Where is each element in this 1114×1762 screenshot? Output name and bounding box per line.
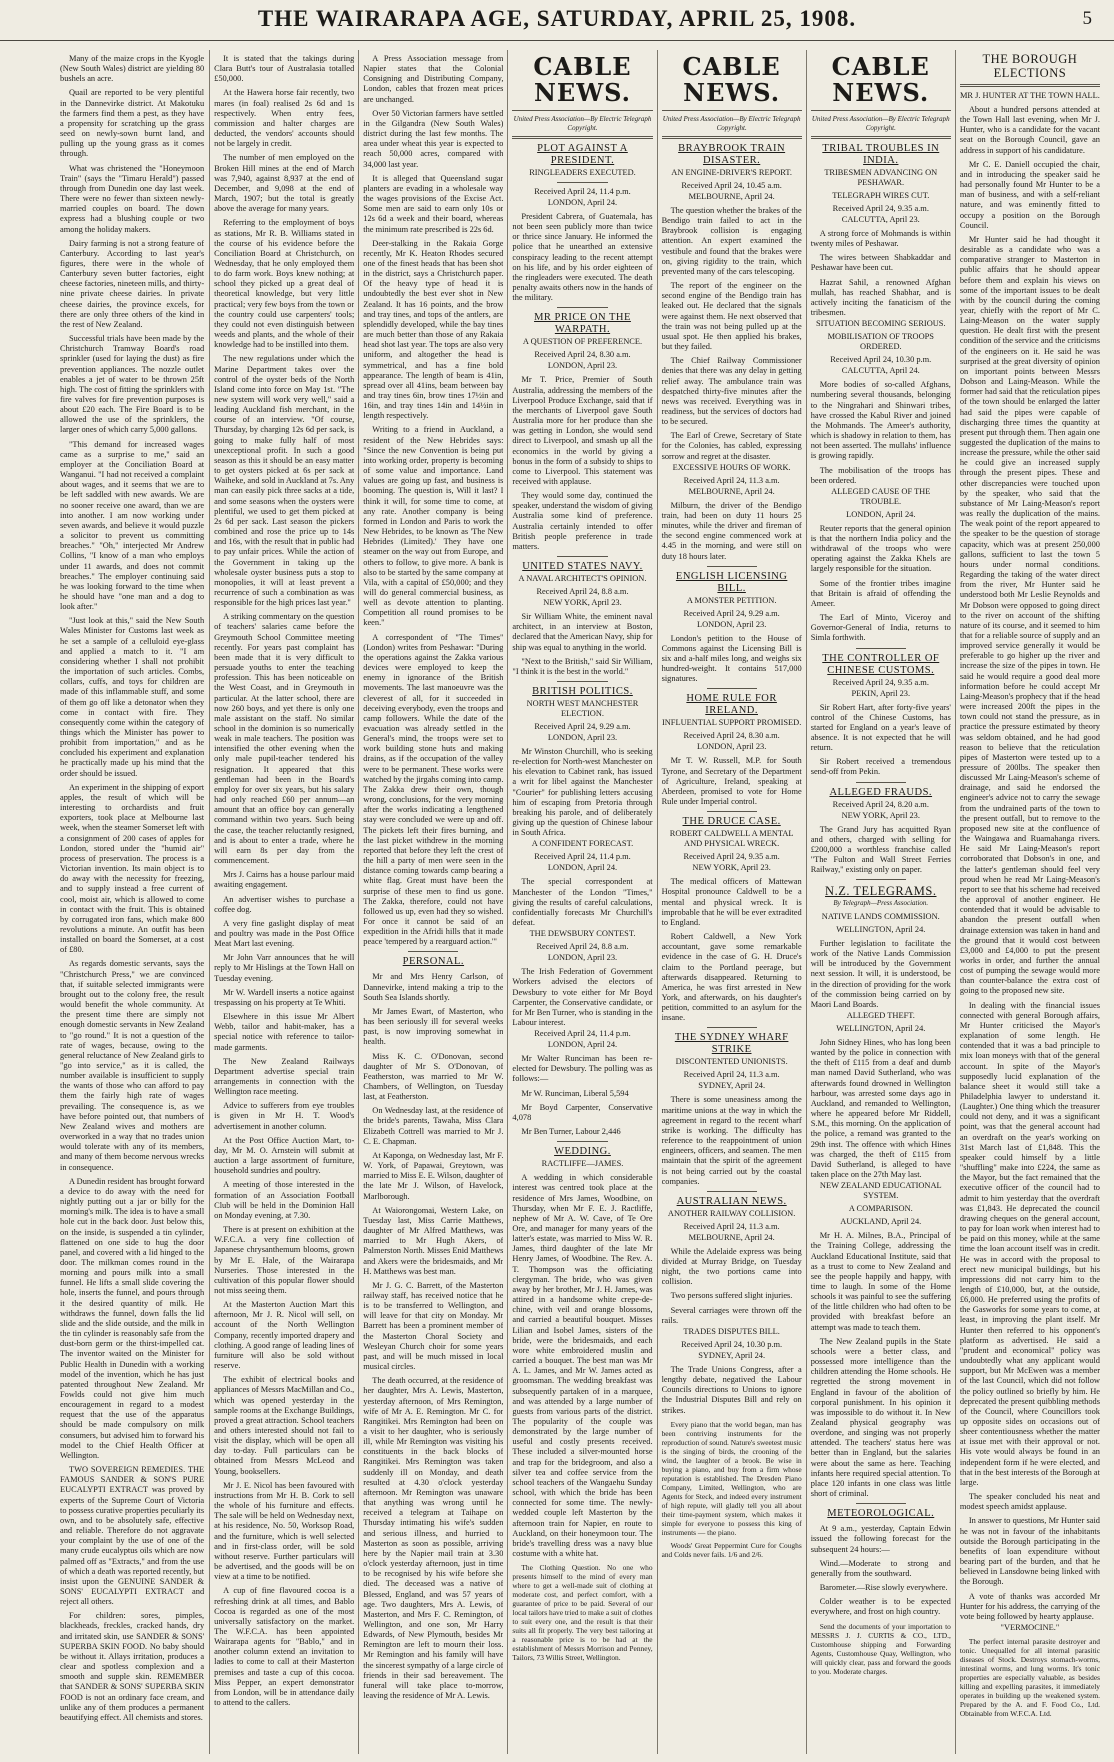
paragraph: Sir Robert received a tremendous send-off from Pekin. xyxy=(810,757,951,777)
section-heading: MR PRICE ON THE WARPATH. xyxy=(534,312,631,336)
dateline: Received April 24, 11.3 a.m. xyxy=(683,475,780,485)
column-2 xyxy=(209,50,354,1754)
paragraph: In answer to questions, Mr Hunter said he was not in favour of the inhabitants outside the Borough participating in the benefits of loan expenditure without bearing part of the burden, and that he believed in Lansdowne being linked with the Borough. xyxy=(959,1516,1100,1587)
paragraph: The new regulations under which the Marine Department takes over the control of the oyster beds of the North Island come into force on May 1st. "The new system will work very well," said a leading Auckland fish merchant, in the course of an interview. "Of course, Thursday, by charging 12s 6d per sack, is going to make fully half of most unexceptional profit. In such a good season as this it should be an easy matter to get oysters picked at 6s per sack at Waiheke, and sold in Auckland at 7s. Any man can easily pick three sacks at a tide, and some seasons when the oysters were plentiful, we used to get them picked at 2s 6d per sack. Last season the pickers combined and rose the price up to 14s and 16s, with the result that in public had to pay unfair prices. While the action of the Government in taking up the wholesale oyster business puts a stop to monopolies, it will at least prevent a recurrence of such a combination as was responsible for the high prices last year." xyxy=(214,354,355,608)
paragraph: Sir William White, the eminent naval architect, in an interview at Boston, declared that the American Navy, ship for ship was equal to anything in the world. xyxy=(512,612,653,652)
paragraph: The medical officers of Mattewan Hospital pronounce Caldwell to be a mental and physical wreck. It is improbable that he will be ever extradited to England. xyxy=(661,877,802,927)
subheading: ROBERT CALDWELL A MENTAL AND PHYSICAL WRECK. xyxy=(669,829,794,849)
dateline: SYDNEY, April 24. xyxy=(698,1081,766,1091)
paragraph: The New Zealand Railways Department advertise special train arrangements in connection with the Wellington race meeting. xyxy=(214,1056,355,1097)
dateline: Received April 24, 8.30 a.m. xyxy=(683,731,780,741)
rule xyxy=(557,182,607,183)
rule xyxy=(960,84,1100,87)
subheading: ANOTHER RAILWAY COLLISION. xyxy=(667,1208,796,1218)
paragraph: More bodies of so-called Afghans, numbering several thousands, belonging to the Ningrahari and Shinwari tribes, have crossed the Kabul River and joined the Mohmands. The Ameer's authority, which is shadowy in relation to them, has not been asserted. The mullahs' influence is growing rapidly. xyxy=(810,380,951,461)
paragraph: Reuter reports that the general opinion is that the northern India policy and the withdrawal of the troops who were operating against the Zakka Khels are largely responsible for the situation. xyxy=(810,523,951,574)
copyright-credit: United Press Association—By Electric Telegraph Copyright. xyxy=(513,115,652,132)
dateline: PEKIN, April 23. xyxy=(851,688,911,698)
paragraph: Mr T. Price, Premier of South Australia, addressing the members of the Liverpool Produce Exchange, said that if the merchants of Liverpool gave South Australia more for her produce than she was getting in London, she would send direct to Liverpool, and smash up all the economics in the world by giving a bonus in the form of a subsidy to ships to come to Liverpool. This statement was received with applause. xyxy=(512,375,653,486)
subheading: A NAVAL ARCHITECT'S OPINION. xyxy=(518,574,647,584)
subheading: TRADES DISPUTES BILL. xyxy=(683,1326,780,1336)
paragraph: Robert Caldwell, a New York accountant, gave some remarkable evidence in the case of G. H. Druce's claim to the Portland peerage, but afterwards disappeared. Returning to America, he was first arrested in New York, and afterwards, on his daughter's petition, committed to an asylum for the insane. xyxy=(661,932,802,1023)
paragraph: Wind.—Moderate to strong and generally from the southward. xyxy=(810,1558,951,1578)
subheading: A COMPARISON. xyxy=(848,1204,913,1214)
dateline: Received April 24, 10.30 p.m. xyxy=(830,355,932,365)
subheading: ALLEGED CAUSE OF THE TROUBLE. xyxy=(831,486,931,506)
section-heading: WEDDING. xyxy=(554,1146,611,1158)
paragraph: At the Hawera horse fair recently, two mares (in foal) realised 2s 6d and 1s respectively. When entry fees, commission and halter charges are deducted, the vendors' accounts should not be largely in credit. xyxy=(214,88,355,149)
advertisement: Woods' Great Peppermint Cure for Coughs and Colds never fails. 1/6 and 2/6. xyxy=(661,1540,802,1559)
paragraph: The wires between Shabkaddar and Peshawar have been cut. xyxy=(810,253,951,273)
subheading: ALLEGED THEFT. xyxy=(846,1011,915,1020)
cable-news-heading: CABLE NEWS. xyxy=(831,52,930,107)
subheading: RINGLEADERS EXECUTED. xyxy=(529,168,636,177)
rule xyxy=(811,136,951,139)
paragraph: Mr J. G. C. Barrett, of the Masterton railway staff, has received notice that he is to be transferred to Wellington, and will leave for that city on Monday. Mr Barrett has been a prominent member of the Masterton Choral Society and Wesleyan Church choir for some years past, and will be much missed in local musical circles. xyxy=(363,1280,504,1372)
dateline: MELBOURNE, April 24. xyxy=(688,1232,775,1242)
paragraph: A correspondent of "The Times" (London) writes from Peshawar: "During the operations against the Zakka various devices were employed to keep the enemy in ignorance of the British movements. The last manoeuvre was the cleverest of all, for it succeeded in deceiving everybody, even the troops and camp followers. While the date of the evacuation was already settled in the General's mind, the troops were set to work building stone huts and making drains, as if the occupation of the valley were to be permanent. These works were watched by the jirgahs coming into camp. The Zakka drew their own, though wrong, conclusions, for the very morning after the works indicating a lengthened stay were concluded we were up and off. The pickets left their fires burning, and the last picket withdrew in the morning reported that before they left the crest of the hill a party of men were seen in the distance coming towards camp bearing a white flag. Great must have been the surprise of these men to find us gone. The Zakka, therefore, could not have followed us up, even had they so wished. For once it cannot be said of an expedition in the Afridi hills that it made peace 'tempered by a rearguard action.'" xyxy=(363,632,504,947)
paragraph: In dealing with the financial issues connected with general Borough affairs, Mr Hunter criticised the Mayor's explanation of some length. He contended that it was a bad principle to mix loan moneys with that of the general account. In spite of the Mayor's supposedly lucid explanation of the balance sheet it would still take a Philadelphia lawyer to understand it. (Laughter.) One thing which the treasurer could not deny, and it was a significant point, was that the general account had an overdraft on the year's working on 31st March last of £1,848. This the speaker could himself by a little "shuffling" make into £224, the same as the Mayor, but the fact remained that the executive officer of the council had to admit to him yesterday that the overdraft was £1,843. He deprecated the council drawing cheques on the general account, to pay for loan work when interest had to be paid on this money, while at the same time the loan account itself was in credit. He was in accord with the proposal to erect new municipal buildings, but his impressions did not carry him to the length of £10,000, but, at the outside, £6,000. He preferred using the profits of the Gasworks for some years to come, at least, in improving the plant itself. Mr Hunter then referred to his opponent's platform as advertised. He said a "prudent and economical" policy was undoubtedly what any applicant would support, but Mr McEwen was a member of the last Council, which did not follow the policy outlined so briefly by him. He deprecated the present quibbling methods of the Council, where Councillors took up opposite sides on occasions out of sheer contentiousness whether the matter at issue met with their approval or not. His vote would always be found in an independent form if he were elected, and that in the best interests of the Borough at large. xyxy=(959,1000,1100,1487)
paragraph: On Wednesday last, at the residence of the bride's parents, Tawaha, Miss Clara Elizabeth Cottrell was married to Mr J. C. E. Chapman. xyxy=(363,1106,504,1146)
paragraph: There is at present on exhibition at the W.F.C.A. a very fine collection of Japanese chrysanthemum blooms, grown by Mr E. Hale, of the Wairarapa Nurseries. Those interested in the cultivation of this popular flower should not miss seeing them. xyxy=(214,1225,355,1295)
rule xyxy=(707,566,757,567)
paragraph: Mrs J. Cairns has a house parlour maid awaiting engagement. xyxy=(214,870,355,890)
paragraph: As regards domestic servants, says the "Christchurch Press," we are convinced that, if suitable selected immigrants were brought out to the colony free, the result would benefit the whole community. At the present time there are simply not enough domestic servants in New Zealand to "go round." It is not a question of the rate of wages, because, owing to the general reluctance of New Zealand girls to "go into service," as it is called, the number available is insufficient to supply the wants of those who can afford to pay them the fairly high rate of wages prevailing. The consequence is, as we have before pointed out, that numbers of New Zealand wives and mothers are overworked in a way that no trades union would tolerate with any of its members, and many of them become nervous wrecks in consequence. xyxy=(60,959,205,1172)
dateline: LONDON, April 24. xyxy=(547,198,618,207)
dateline: Received April 24, 11.4 p.m. xyxy=(534,852,631,862)
paragraph: For children: sores, pimples, blackheads, freckles, cracked hands, dry and irritated skin, use SANDER & SONS' SUPERBA SKIN FOOD. No baby should be without it. Allays irritation, produces a clear and spotless complexion and a smooth and supple skin. REMEMBER that SANDER & SONS' SUPERBA SKIN FOOD is not an ordinary face cream, and unlike any of them produces a permanent beautifying effect. All chemists and stores. xyxy=(60,1611,205,1722)
dateline: LONDON, April 24. xyxy=(846,509,916,519)
dateline: Received April 24, 9.35 a.m. xyxy=(683,852,780,862)
rule xyxy=(662,136,802,139)
paragraph: Miss K. C. O'Donovan, second daughter of Mr S. O'Donovan, of Featherston, was married to Mr W. Chambers, of Wellington, on Tuesday last, at Featherston. xyxy=(363,1051,504,1102)
dateline: LONDON, April 23. xyxy=(547,953,618,963)
paragraph: The report of the engineer on the second engine of the Bendigo train has leaked out. He declared that the signals were against them. He next observed that the train was not being pulled up at the usual spot. He then applied his brakes, but they failed. xyxy=(661,281,802,352)
dateline: Received April 24, 9.29 a.m. xyxy=(534,722,631,731)
paragraph: President Cabrera, of Guatemala, has not been seen publicly more than twice or thrice since January. He informed the police that he unearthed an extensive conspiracy leading to the recent attempt on his life, and by his order eighteen of the ringleaders were executed. The death penalty awaits others now in the hands of the military. xyxy=(512,212,653,303)
paragraph: TWO SOVEREIGN REMEDIES. THE FAMOUS SANDER & SON'S PURE EUCALYPTI EXTRACT was proved by experts of the Supreme Court of Victoria to possess curative properties peculiarly its own, and to be absolutely safe, effective and reliable. Therefore do not aggravate your complaint by the use of one of the many crude eucalyptus oils which are now palmed off as "Extracts," and from the use of which a death was reported recently, but insist upon the GENUINE SANDER & SONS' EUCALYPTI EXTRACT and reject all others. xyxy=(60,1465,205,1607)
column-7 xyxy=(955,50,1100,1754)
paragraph: Mr Walter Runciman has been re-elected for Dewsbury. The polling was as follows:— xyxy=(512,1054,653,1084)
paragraph: The Grand Jury has acquitted Ryan and others, charged with selling for £200,000 a worthless franchise called "The Fulton and Wall Street Ferries Railway," existing only on paper. xyxy=(810,824,951,875)
dateline: AUCKLAND, April 24. xyxy=(840,1217,922,1227)
paragraph: The exhibit of electrical books and appliances of Messrs MacMillan and Co., which was opened yesterday in the sample rooms at the Exchange Buildings, proved a great attraction. School teachers and others interested should not fail to visit the display, which will be open all day to-day. Full particulars can be obtained from Messrs McLeod and Young, booksellers. xyxy=(214,1375,355,1476)
copyright-credit: United Press Association—By Electric Telegraph Copyright. xyxy=(662,115,801,132)
section-heading: BRITISH POLITICS. xyxy=(532,686,633,697)
paragraph: Mr W. Wardell inserts a notice against trespassing on his property at Te Whiti. xyxy=(214,987,355,1007)
subheading: SITUATION BECOMING SERIOUS. xyxy=(815,319,946,329)
subheading: NATIVE LANDS COMMISSION. xyxy=(821,911,940,921)
dateline: WELLINGTON, April 24. xyxy=(836,924,926,934)
column-5 xyxy=(657,50,802,1754)
subheading: TELEGRAPH WIRES CUT. xyxy=(832,191,930,200)
subheading: AN ENGINE-DRIVER'S REPORT. xyxy=(671,168,792,177)
paragraph: It is alleged that Queensland sugar planters are evading in a wholesale way the wages provisions of the Excise Act. Some men are said to earn only 10s or 12s 6d a week and their board, whereas the minimum rate prescribed is 22s 6d. xyxy=(363,173,504,234)
dateline: Received April 24, 8.30 a.m. xyxy=(534,350,631,360)
subheading: MOBILISATION OF TROOPS ORDERED. xyxy=(827,332,934,352)
paragraph: At Kaponga, on Wednesday last, Mr F. W. York, of Papawai, Greytown, was married to Miss E. E. Wilson, daughter of the late Mr J. Wilson, of Havelock, Marlborough. xyxy=(363,1150,504,1201)
paragraph: Mr Ben Turner, Labour 2,446 xyxy=(521,1127,621,1137)
rule xyxy=(557,681,607,682)
section-heading: BRAYBROOK TRAIN DISASTER. xyxy=(678,143,786,166)
columns-container xyxy=(60,50,1104,1754)
rule xyxy=(707,811,757,812)
dateline: MELBOURNE, April 24. xyxy=(688,192,775,201)
paragraph: The Chief Railway Commissioner denies that there was any delay in getting relief away. The ambulance train was despatched thirty-five minutes after the news was received. Everything was in readiness, but the services of doctors had to be secured. xyxy=(661,356,802,427)
dateline: LONDON, April 24. xyxy=(547,1040,618,1050)
paragraph: A strong force of Mohmands is within twenty miles of Peshawar. xyxy=(810,229,951,249)
rule xyxy=(856,1503,906,1504)
paragraph: Milburn, the driver of the Bendigo train, had been on duty 11 hours 25 minutes, while the driver and fireman of the second engine commenced work at 4.45 in the morning, and were still on duty 18 hours later. xyxy=(661,500,802,561)
paragraph: Some of the frontier tribes imagine that Britain is afraid of offending the Ameer. xyxy=(810,578,951,608)
rule xyxy=(512,136,652,139)
dateline: CALCUTTA, April 24. xyxy=(841,366,920,376)
paragraph: The Irish Federation of Government Workers advised the electors of Dewsbury to vote either for Mr Boyd Carpenter, the Conservative candidate, or for Mr Ben Turner, who is standing in the Labour interest. xyxy=(512,967,653,1027)
rule xyxy=(707,1191,757,1192)
section-heading: THE BOROUGH ELECTIONS xyxy=(982,52,1078,80)
dateline: NEW YORK, April 23. xyxy=(543,598,622,608)
rule xyxy=(707,688,757,689)
advertisement: The Clothing Question. No one who presents himself to the mind of every man where to get a well-made suit of clothing at moderate cost, and perfect comfort, with a guarantee of price to be paid. Several of our local tailors have tried to make a suit of clothes to suit every one, and the result is that their suits all fit properly. The very best tailoring at a reasonable price is to be had at the establishment of Messrs Morrison and Penney, Tailors, 73 Willis Street, Wellington. xyxy=(512,1563,653,1663)
subheading: EXCESSIVE HOURS OF WORK. xyxy=(672,462,791,472)
section-heading: UNITED STATES NAVY. xyxy=(522,561,643,573)
paragraph: Writing to a friend in Auckland, a resident of the New Hebrides says: "Since the new Convention is being put into working order, property is becoming of some value and importance. Land values are going up fast, and business is booming. The question is, Will it last? I think it will, for some time to come, at any rate. Another company is being formed in London and Paris to work the New Hebrides, to be known as 'The New Hebrides (Limited).' They have one steamer on the way out from Europe, and others to follow, to give more. A bank is also to be started by the same company at Vila, with a capital of £50,000; and they will do general commercial business, as well as devote attention to planting. Competition all round promises to be keen." xyxy=(363,425,504,628)
dateline: Received April 24, 8.8 a.m. xyxy=(536,942,629,952)
paragraph: Advice to sufferers from eye troubles is given in Mr H. T. Wood's advertisement in another column. xyxy=(214,1101,355,1131)
section-heading: N.Z. TELEGRAMS. xyxy=(825,884,937,899)
dateline: LONDON, April 24. xyxy=(547,863,618,873)
dateline: Received April 24, 9.35 a.m. xyxy=(832,204,929,213)
paragraph: Mr J. E. Nicol has been favoured with instructions from Mr H. B. Cork to sell the whole of his furniture and effects. The sale will be held on Wednesday next, at his residence, No. 50, Worksop Road, and the furniture, which is well selected and in first-class order, will be sold without reserve. Further particulars will be advertised, and the goods will be on view at a time to be notified. xyxy=(214,1480,355,1582)
dateline: Received April 24, 10.30 p.m. xyxy=(681,1339,783,1349)
subheading: "VERMOCINE." xyxy=(1000,1622,1060,1632)
paragraph: What was christened the "Honeymoon Train" (says the "Timaru Herald") passed through from Dunedin one day last week. There were no fewer than sixteen newly-married couples on board. The down express had a blushing couple or two among the holiday makers. xyxy=(60,163,205,234)
dateline: LONDON, April 23. xyxy=(547,361,618,371)
subheading: THE DEWSBURY CONTEST. xyxy=(529,929,636,939)
page-number: 5 xyxy=(1082,8,1092,29)
rule xyxy=(856,879,906,880)
paragraph: Mr Boyd Carpenter, Conservative 4,078 xyxy=(512,1102,653,1122)
paragraph: They would some day, continued the speaker, understand the wisdom of giving Australia some kind of preference. Australia certainly intended to offer British people preference in trade matters. xyxy=(512,491,653,551)
section-heading: PLOT AGAINST A PRESIDENT. xyxy=(537,143,628,166)
paragraph: Mr Winston Churchill, who is seeking re-election for North-west Manchester on his elevation to Cabinet rank, has issued a writ for libel against the Manchester "Courier" for publishing letters accusing him of escaping from Pretoria through breaking his parole, and of deliberately giving up the question of Chinese labour in South Africa. xyxy=(512,747,653,838)
paragraph: At 9 a.m., yesterday, Captain Edwin issued the following forecast for the subsequent 24 hours:— xyxy=(810,1524,951,1554)
paragraph: Successful trials have been made by the Christchurch Tramway Board's road sprinkler (used for laying the dust) as fire prevention appliances. The nozzle outlet enables a jet of water to be thrown 25ft high. The cost of fitting the sprinklers with fire valves for fire prevention purposes is about £20 each. The Fire Board is to be allowed the use of the sprinklers, the larger ones of which carry 5,000 gallons. xyxy=(60,334,205,435)
paragraph: Two persons suffered slight injuries. xyxy=(670,1291,793,1301)
paragraph: The mobilisation of the troops has been ordered. xyxy=(810,465,951,485)
paragraph: A striking commentary on the question of teachers' salaries came before the Greymouth School Committee meeting recently. For years past complaint has been made that it is very difficult to persuade youths to enter the teaching profession. This has been noticeable on the West Coast, and in Greymouth in particular. At the latter school, there are now 260 boys, and yet there is only one male assistant on the staff. No similar school in the dominion is so numerically weak in male teachers. The position was intensified the other evening when the only male pupil-teacher tendered his resignation. It appeared that this gentleman had been in the Board's employ for over six years, but his salary had only reached £60 per annum—an amount that an office boy can generally command within two years. Such being the case, the teacher reluctantly resigned, and is about to enter a trade, where he will earn 8s per day from the commencement. xyxy=(214,612,355,866)
section-heading: HOME RULE FOR IRELAND. xyxy=(686,693,777,717)
section-heading: METEOROLOGICAL. xyxy=(827,1508,935,1520)
paragraph: A wedding in which considerable interest was centred took place at the residence of Mrs James, Woodbine, on Thursday, when Mr F. E. J. Ractliffe, nephew of Mr A. W. Cave, of Te Ore Ore, and manager for many years of the latter's estate, was married to Miss W. R. James, third daughter of the late Mr Henry James, of Woodbine. The Rev. A. T. Thompson was the officiating clergyman. The bride, who was given away by her brother, Mr J. H. James, was attired in a handsome white crepe-de-chine, with veil and orange blossoms, and carried a beautiful bouquet. Misses Lilian and Isobel James, sisters of the bride, were the bridesmaids, and each wore white embroidered muslin and carried a bouquet. The best man was Mr A. L. James, and Mr W. James acted as groomsman. The wedding breakfast was subsequently partaken of in a marquee, and was attended by a large number of guests from various parts of the district. The popularity of the couple was demonstrated by the large number of useful and costly presents received. These included a silver-mounted horse and trap for the bridegroom, and also a silver tea and coffee service from the school teachers of the Wangaehu Sunday school, with which the bride has been connected for some time. The newly-wedded couple left Masterton by the afternoon train for Napier, en route to Auckland, on their honeymoon tour. The bride's travelling dress was a navy blue costume with a white hat. xyxy=(512,1173,653,1558)
dateline: LONDON, April 23. xyxy=(547,733,618,742)
paragraph: The number of men employed on the Broken Hill mines at the end of March was 7,940, against 8,937 at the end of December, and 9,098 at the end of March, 1907; but the total is greatly above the average for many years. xyxy=(214,153,355,214)
dateline: MELBOURNE, April 24. xyxy=(688,486,775,496)
dateline: Received April 24, 10.45 a.m. xyxy=(681,181,782,190)
dateline: NEW YORK, April 23. xyxy=(692,863,771,873)
cable-news-heading: CABLE NEWS. xyxy=(533,52,632,107)
dateline: SYDNEY, April 24. xyxy=(698,1350,766,1360)
subheading: NEW ZEALAND EDUCATIONAL SYSTEM. xyxy=(819,1181,942,1201)
dateline: Received April 24, 11.4 p.m. xyxy=(534,187,631,196)
paragraph: At the Masterton Auction Mart this afternoon, Mr J. R. Nicol will sell, on account of the North Wellington Company, recently imported drapery and clothing. A good range of leading lines of furniture will also be sold without reserve. xyxy=(214,1300,355,1371)
dateline: LONDON, April 23. xyxy=(696,742,767,752)
subheading: NORTH WEST MANCHESTER ELECTION. xyxy=(526,699,639,718)
paragraph: Sir Robert Hart, after forty-five years' control of the Chinese Customs, has started for England on a year's leave of absence. It is not expected that he will return. xyxy=(810,702,951,753)
subheading: A MONSTER PETITION. xyxy=(686,595,777,605)
subheading: RACTLIFFE—JAMES. xyxy=(541,1159,624,1169)
section-heading: TRIBAL TROUBLES IN INDIA. xyxy=(822,143,940,166)
paragraph: "Next to the British," said Sir William, "I think it is the best in the world." xyxy=(512,656,653,676)
advertisement: Every piano that the world began, man has been contriving instruments for the reproduction of sound. Nature's sweetest music is the singing of birds, the crooning of the wind, the laughter of a brook. Be wise in buying a piano, and buy from a firm whose reputation is established. The Dresden Piano Company, Limited, Wellington, who are Agents for Steck, and indeed every instrument of high repute, will gladly tell you all about their time-payment system, which makes it simple for everyone to possess this king of instruments — the piano. xyxy=(661,1419,802,1537)
rule xyxy=(811,110,951,111)
rule xyxy=(557,556,607,557)
column-4 xyxy=(507,50,652,1754)
subheading: DISCONTENTED UNIONISTS. xyxy=(675,1057,788,1067)
paragraph: At the Post Office Auction Mart, to-day, Mr M. O. Arnstein will submit at auction a large assortment of furniture, household sundries and poultry. xyxy=(214,1135,355,1176)
section-heading: PERSONAL. xyxy=(402,956,465,968)
paragraph: The New Zealand pupils in the State schools were a better class, and possessed more intelligence than the children attending the Home schools. He regretted the strong movement in England in favour of the abolition of corporal punishment. In his opinion it was impossible to do without it. In New Zealand physical geography was overdone, and singing was not properly attended. The teachers' status here was better than in England, but the salaries were about the same as here. Teaching infants here required special attention. To place 120 infants in one class was little short of criminal. xyxy=(810,1336,951,1499)
paragraph: Referring to the employment of boys as stations, Mr R. B. Williams stated in the course of his evidence before the Conciliation Board at Christchurch, on Wednesday, that he only employed them to do farm work. Boys knew nothing; at school they picked up a great deal of theoretical knowledge, but very little practical; very few boys from the town or the country could use carpenters' tools; they could not even distinguish between weeds and plants, and the whole of their knowledge had to be instilled into them. xyxy=(214,218,355,350)
rule xyxy=(662,110,802,111)
paragraph: Dairy farming is not a strong feature of Canterbury. According to last year's figures, there were in the whole of Canterbury seven butter factories, eight cheese factories, nineteen mills, and thirty-nine private cheese dairies. In private cheese dairies, the province excels, for there are only three others of the kind in the rest of New Zealand. xyxy=(60,238,205,329)
section-heading: THE DRUCE CASE. xyxy=(682,816,781,828)
paragraph: Mr and Mrs Henry Carlson, of Dannevirke, intend making a trip to the South Sea Islands shortly. xyxy=(363,972,504,1002)
dateline: CALCUTTA, April 23. xyxy=(841,215,920,224)
rule xyxy=(408,951,458,952)
dateline: Received April 24, 11.3 a.m. xyxy=(683,1070,780,1080)
rule xyxy=(512,110,652,111)
paragraph: Elsewhere in this issue Mr Albert Webb, tailor and habit-maker, has a special notice with reference to tailor-made garments. xyxy=(214,1012,355,1052)
paragraph: Deer-stalking in the Rakaia Gorge recently, Mr K. Heaton Rhodes secured one of the finest heads that has been shot in the district, says a Christchurch paper. Of the heavy type of head it is undoubtedly the best ever shot in New Zealand. It has 16 points, and the brow and tray tines, and tops of the antlers, are splendidly developed, while the bay tines are much better than those of any Rakaia head shot last year. The tops are also very uniform, and altogether the head is symmetrical, and has a fine bold appearance. The length of beam is 41in, spread over all 41ins, beam between bay and tray tines 6in, brow tines 17½in and 16in, and tray tines 14in and 14½in in length respectively. xyxy=(363,238,504,421)
paragraph: Quail are reported to be very plentiful in the Dannevirke district. At Makotuku the farmers find them a pest, as they have a propensity for scratching up the grass seed on newly-sown burnt land, and pulling up the young grass as it comes through. xyxy=(60,88,205,159)
paragraph: A very fine gaslight display of meat and poultry was made in the Post Office Meat Mart last evening. xyxy=(214,918,355,949)
paragraph: Mr James Ewart, of Masterton, who has been seriously ill for several weeks past, is now improving somewhat in health. xyxy=(363,1006,504,1047)
paragraph: Mr W. Runciman, Liberal 5,594 xyxy=(521,1088,629,1098)
rule xyxy=(856,648,906,649)
paragraph: "Just look at this," said the New South Wales Minister for Customs last week as he set a sample of a celluloid eye-glass and applied a match to it. "I am considering whether I shall not prohibit the importation of such articles. Combs, collars, cuffs, and toys for children are made of this inflammable stuff, and some of them go off like a detonator when they come in contact with fire. They consequently come within the category of things which the Minister has power to prohibit from importation," and as he concluded his experiment and explanation he practically made up his mind that the order should be issued. xyxy=(60,616,205,778)
section-heading: ENGLISH LICENSING BILL. xyxy=(675,570,788,594)
masthead xyxy=(0,0,1114,41)
paragraph: Mr C. E. Daniell occupied the chair, and in introducing the speaker said he had personally found Mr Hunter to be a man of business, and with a self-reliant nature, and was eminently fitted to occupy a position on the Borough Council. xyxy=(959,159,1100,230)
paragraph: Over 50 Victorian farmers have settled in the Gilgandra (New South Wales) district during the last few months. The area under wheat this year is expected to reach 50,000 acres, compared with 34,000 last year. xyxy=(363,108,504,169)
paragraph: A vote of thanks was accorded Mr Hunter for his address, the carrying of the vote being followed by hearty applause. xyxy=(959,1591,1100,1621)
dateline: LONDON, April 23. xyxy=(696,619,767,629)
paragraph: Colder weather is to be expected everywhere, and frost on high country. xyxy=(810,1597,951,1617)
rule xyxy=(707,1027,757,1028)
column-1 xyxy=(60,50,204,1754)
subheading: MR J. HUNTER AT THE TOWN HALL. xyxy=(959,91,1100,100)
dateline: Received April 24, 8.8 a.m. xyxy=(536,587,629,597)
rule xyxy=(856,782,906,783)
section-heading: ALLEGED FRAUDS. xyxy=(829,786,933,798)
column-3 xyxy=(358,50,503,1754)
paragraph: "This demand for increased wages came as a surprise to me," said an employer at the Conciliation Board at Wanganui. "I had not received a complaint about wages, and it seems that we are to be left saddled with new awards. We are no sooner receive one award, than we are into another. I am now working under seven awards, and believe it would puzzle a solicitor to prevent us committing breaches." "Oh," interjected Mr Andrew Collins, "I know of a man who employs under 11 awards, and does not commit breaches." The employer continuing said he was looking forward to the time when he should have "one man and a dog to look after." xyxy=(60,439,205,612)
section-heading: THE CONTROLLER OF CHINESE CUSTOMS. xyxy=(822,652,940,676)
section-heading: AUSTRALIAN NEWS. xyxy=(676,1195,787,1207)
copyright-credit: By Telegraph—Press Association. xyxy=(833,899,929,908)
advertisement: Send the documents of your importation to MESSRS J. J. CURTIS & CO., LTD., Customhouse shipping and Forwarding Agents, Customhouse Quay, Wellington, who will quickly clear, pass and forward the goods to you. Moderate charges. xyxy=(810,1621,951,1676)
subheading: TRIBESMEN ADVANCING ON PESHAWAR. xyxy=(824,168,938,187)
advertisement: The perfect internal parasite destroyer and tonic. Unequalled for all internal parasitic diseases of Stock. Destroys stomach-worms, intestinal worms, and lung worms. It's tonic properties are especially valuable, as besides killing and expelling parasites, it immediately operates in building up the weakened system. Prepared by the A. and F. Food Co., Ltd. Obtainable from W.F.C.A. Ltd. xyxy=(959,1636,1100,1718)
paragraph: Mr Hunter said he had thought it desirable as a candidate who was a comparative stranger to Masterton in public affairs that he should appear before them and explain his views on some of the important issues to be dealt with by the council during the coming year, chiefly with the report of Mr C. Laing-Meason on the water supply question. He dealt first with the present condition of the service and the criticisms of the engineers on it. He said he was surprised at the great diversity of opinion on important points between Messrs Dobson and Laing-Meason. While the former had said that the reticulation pipes of the town should be enlarged the latter had said the pipes were capable of discharging three times the quantity at present put through them. Then again one suggested the duplication of the mains to increase the pressure, while the other said he could give an increased supply through the present pipes. These and other discrepancies were touched upon by the speaker, who said that the substance of Mr Laing-Meason's report was really the duplication of the mains. The weak point of the report appeared to the speaker to be the question of storage capacity, which was at present 250,000 gallons, sufficient to last the town 5 hours under normal conditions. Regarding the taking of the water direct from the river, Mr Hunter said he understood both Mr Leslie Reynolds and Mr Dobson were opposed to going direct to the river on account of the shifting nature of its course, and it seemed to him that for a reliable source of supply and an improved service generally it would be preferable to go higher up the river and increase the size of the pipes in town. He said he would require a good deal more information before he could accept Mr Laing-Meason's prophecy that if the head were increased 200ft the pipes in the town could not stand the pressure, as in practice the pressure estimated by theory was seldom obtained, and he had good reason to believe that the reticulation pipes of Masterton were tested up to a pressure of 200lbs. The speaker then discussed Mr Laing-Meason's scheme of drainage, and said he endorsed the engineer's advice not to carry the sewage from the undrained parts of the town to the present outfall, but to remove to the proposed new site at the confluence of the Waingawa and Ruamahanga rivers. He said Mr Laing-Meason's report corroborated that Dobson's in one, and the latter's gentleman should feel very proud when he read Mr Laing-Meason's report to see that his scheme had received the approval of another engineer. He contended that it would be advisable to abandon the present outfall when drainage extension was taken in hand and the ground that it would cost between £3,000 and £4,000 to put the present works in order, and further the annual cost of pumping the sewage would more than counter-balance the extra cost of going to the proposed new site. xyxy=(959,234,1100,996)
subheading: INFLUENTIAL SUPPORT PROMISED. xyxy=(661,718,802,728)
paragraph: John Sidney Hines, who has long been wanted by the police in connection with the theft of £115 from a deaf and dumb man named David Sutherland, who was afterwards found drowned in Wellington harbour, was arrested some days ago in Auckland, and remanded to Wellington, where he appeared before Mr Riddell, S.M., this morning. On the application of the police, a remand was granted to the 29th inst. The offence with which Hines was charged, the theft of £115 from David Sutherland, is alleged to have taken place on the 27th May last. xyxy=(810,1038,951,1180)
paragraph: Mr John Varr announces that he will reply to Mr Hislings at the Town Hall on Tuesday evening. xyxy=(214,953,355,983)
paragraph: It is stated that the takings during Clara Butt's tour of Australasia totalled £50,000. xyxy=(214,54,355,84)
dateline: Received April 24, 11.3 a.m. xyxy=(683,1221,780,1231)
rule xyxy=(557,1141,607,1142)
subheading: A QUESTION OF PREFERENCE. xyxy=(522,337,643,347)
masthead-title: THE WAIRARAPA AGE, SATURDAY, APRIL 25, 1908. xyxy=(257,6,857,31)
paragraph: At Waiorongomai, Western Lake, on Tuesday last, Miss Carrie Matthews, daughter of Mr Alfred Matthews, was married to Mr Hugh Akers, of Palmerston North. Misses Enid Matthews and Akers were the bridesmaids, and Mr H. Matthews was best man. xyxy=(363,1205,504,1276)
paragraph: A cup of fine flavoured cocoa is a refreshing drink at all times, and Bablo Cocoa is regarded as one of the most universally satisfactory on the market. The W.F.C.A. has been appointed Wairarapa agents for "Bablo," and in another column extend an invitation to ladies to come to call at their Masterton premises and taste a cup of this cocoa. Miss Pepper, an expert demonstrator from London, will be in attendance daily to attend to the callers. xyxy=(214,1586,355,1708)
paragraph: The Earl of Minto, Viceroy and Governor-General of India, returns to Simla forthwith. xyxy=(810,613,951,643)
paragraph: About a hundred persons attended at the Town Hall last evening, when Mr J. Hunter, who is a candidate for the vacant seat on the Borough Council, gave an address in support of his candidature. xyxy=(959,105,1100,155)
cable-news-heading: CABLE NEWS. xyxy=(682,52,781,107)
paragraph: The question whether the brakes of the Bendigo train failed to act in the Braybrook collision is engaging attention. An expert examined the vestibule and found that the brakes were on, giving rigidity to the train, which prevented many of the cars telescoping. xyxy=(661,206,802,276)
paragraph: London's petition to the House of Commons against the Licensing Bill is six and a-half miles long, and weighs six hundred-weight. It contains 517,000 signatures. xyxy=(661,633,802,684)
paragraph: Mr H. A. Milnes, B.A., Principal of the Training College, addressing the Auckland Educational Institute, said that as a trust to come to New Zealand and see the people happily and happy, with time to laugh. In some of the Home schools it was painful to see the suffering of the little children who had often to be provided with breakfast before an attempt was made to teach them. xyxy=(810,1231,951,1332)
dateline: Received April 24, 9.35 a.m. xyxy=(832,677,929,687)
paragraph: An experiment in the shipping of export apples, the result of which will be interesting to orchardists and fruit exporters, took place at Melbourne last week, when the steamer Somerset left with a consignment of 200 cases of apples for London, stored under the "humid air" process of preservation. The process is a Victorian invention. Its main object is to do away with the necessity for freezing, and to supply instead a free current of cool, moist air, which is allowed to come in contact with the fruit. This is obtained by corrugated iron fans, which make 800 revolutions a minute. An outfit has been installed on board the Somerset, at a cost of £80. xyxy=(60,782,205,955)
paragraph: A meeting of those interested in the formation of an Association Football Club will be held in the Dominion Hall on Monday evening, at 7.30. xyxy=(214,1180,355,1220)
paragraph: Barometer.—Rise slowly everywhere. xyxy=(819,1583,948,1593)
rule xyxy=(557,307,607,308)
paragraph: Many of the maize crops in the Kyogle (New South Wales) district are yielding 80 bushels an acre. xyxy=(60,54,205,84)
paragraph: The speaker concluded his neat and modest speech amidst applause. xyxy=(959,1492,1100,1512)
dateline: Received April 24, 9.29 a.m. xyxy=(683,608,780,618)
subheading: A CONFIDENT FORECAST. xyxy=(531,839,634,849)
dateline: NEW YORK, April 23. xyxy=(841,810,920,820)
copyright-credit: United Press Association—By Electric Telegraph Copyright. xyxy=(811,115,950,132)
dateline: WELLINGTON, April 24. xyxy=(836,1024,926,1033)
paragraph: A Dunedin resident has brought forward a device to do away with the need for nightly putting out a jar or billy for the morning's milk. The idea is to have a small hole cut in the back door. Just below this, on the inside, is suspended a tin cylinder, flattened on one side to hug the door panel, and covered with a lid hinged to the door. The milkman comes round in the morning and pours milk into a small funnel. He lifts a small slide covering the hole, inserts the funnel, and pours through it the desired quantity of milk. He withdraws the funnel, down falls the lid slide and the slide outside, and the milk in the tin cylinder is reasonably safe from the dust-born germ or the thirst-impelled cat. The inventor waited on the Minister for Public Health in Dunedin with a working model of the invention, which he has just patented throughout New Zealand. Mr Fowlds could not give him much encouragement in regard to a modest request that the use of the apparatus should be made compulsory on milk consumers, but advised him to forward his model to the Chief Health Officer at Wellington. xyxy=(60,1176,205,1460)
paragraph: The Trade Unions Congress, after a lengthy debate, negatived the Labour Councils directions to Unions to ignore the Industrial Disputes Bill and rely on strikes. xyxy=(661,1364,802,1415)
paragraph: The death occurred, at the residence of her daughter, Mrs A. Lewis, Masterton, yesterday afternoon, of Mrs Remington, wife of Mr A. E. Remington. Mr C. for Rangitikei. Mrs Remington had been on a visit to her daughter, who is seriously ill, while Mr Remington was visiting his constituents in the back blocks of Rangitikei. Mrs Remington was taken suddenly ill on Monday, and death resulted at 4.30 o'clock yesterday afternoon. Mr Remington was unaware that anything was wrong until he received a telegram at Taihape on Thursday intimating his wife's sudden and serious illness, and hurried to Masterton as soon as possible, arriving here by the Napier mail train at 3.30 o'clock yesterday afternoon, just in time to be recognised by his wife before she died. The deceased was a native of Blessed, England, and was 57 years of age. Two daughters, Mrs A. Lewis, of Masterton, and Mrs F. C. Remington, of Wellington, and one son, Mr Harry Edwards, of New Plymouth, besides Mr Remington are left to mourn their loss. Mr Remington and his family will have the sincerest sympathy of a large circle of friends in their sad bereavement. The funeral will take place to-morrow, leaving the residence of Mr A. Lewis. xyxy=(363,1376,504,1701)
paragraph: The Earl of Crewe, Secretary of State for the Colonies, has cabled, expressing sorrow and regret at the disaster. xyxy=(661,431,802,461)
paragraph: The special correspondent at Manchester of the London "Times," giving the results of careful calculations, confidentially forecasts Mr Churchill's defeat. xyxy=(512,877,653,928)
paragraph: There is some uneasiness among the maritime unions at the way in which the agreement in regard to the recent wharf strike is working. The difficulty has reference to the reappointment of union engineers, officers, and seamen. The men maintain that the spirit of the agreement is not being carried out by the coastal companies. xyxy=(661,1095,802,1186)
paragraph: An advertiser wishes to purchase a coffee dog. xyxy=(214,894,355,914)
paragraph: Several carriages were thrown off the rails. xyxy=(661,1305,802,1325)
paragraph: Further legislation to facilitate the work of the Native Lands Commission will be introduced by the Government next session. It will, it is understood, be in the direction of providing for the work of the commission being carried on by Maori Land Boards. xyxy=(810,938,951,1009)
paragraph: A Press Association message from Napier states that the Colonial Consigning and Distributing Company, London, cables that frozen meat prices are unchanged. xyxy=(363,54,504,104)
column-6 xyxy=(806,50,951,1754)
paragraph: Hazrat Sahil, a renowned Afghan mullah, has reached Shabhar, and is actively inciting the fanaticism of the tribesmen. xyxy=(810,277,951,318)
paragraph: While the Adelaide express was being divided at Murray Bridge, on Tuesday night, the two portions came into collision. xyxy=(661,1246,802,1287)
paragraph: Mr T. W. Russell, M.P. for South Tyrone, and Secretary of the Department of Agriculture, Ireland, speaking at Aberdeen, promised to vote for Home Rule under Imperial control. xyxy=(661,756,802,807)
dateline: Received April 24, 8.20 a.m. xyxy=(832,799,929,809)
section-heading: THE SYDNEY WHARF STRIKE xyxy=(674,1032,789,1056)
dateline: Received April 24, 11.4 p.m. xyxy=(534,1029,631,1039)
